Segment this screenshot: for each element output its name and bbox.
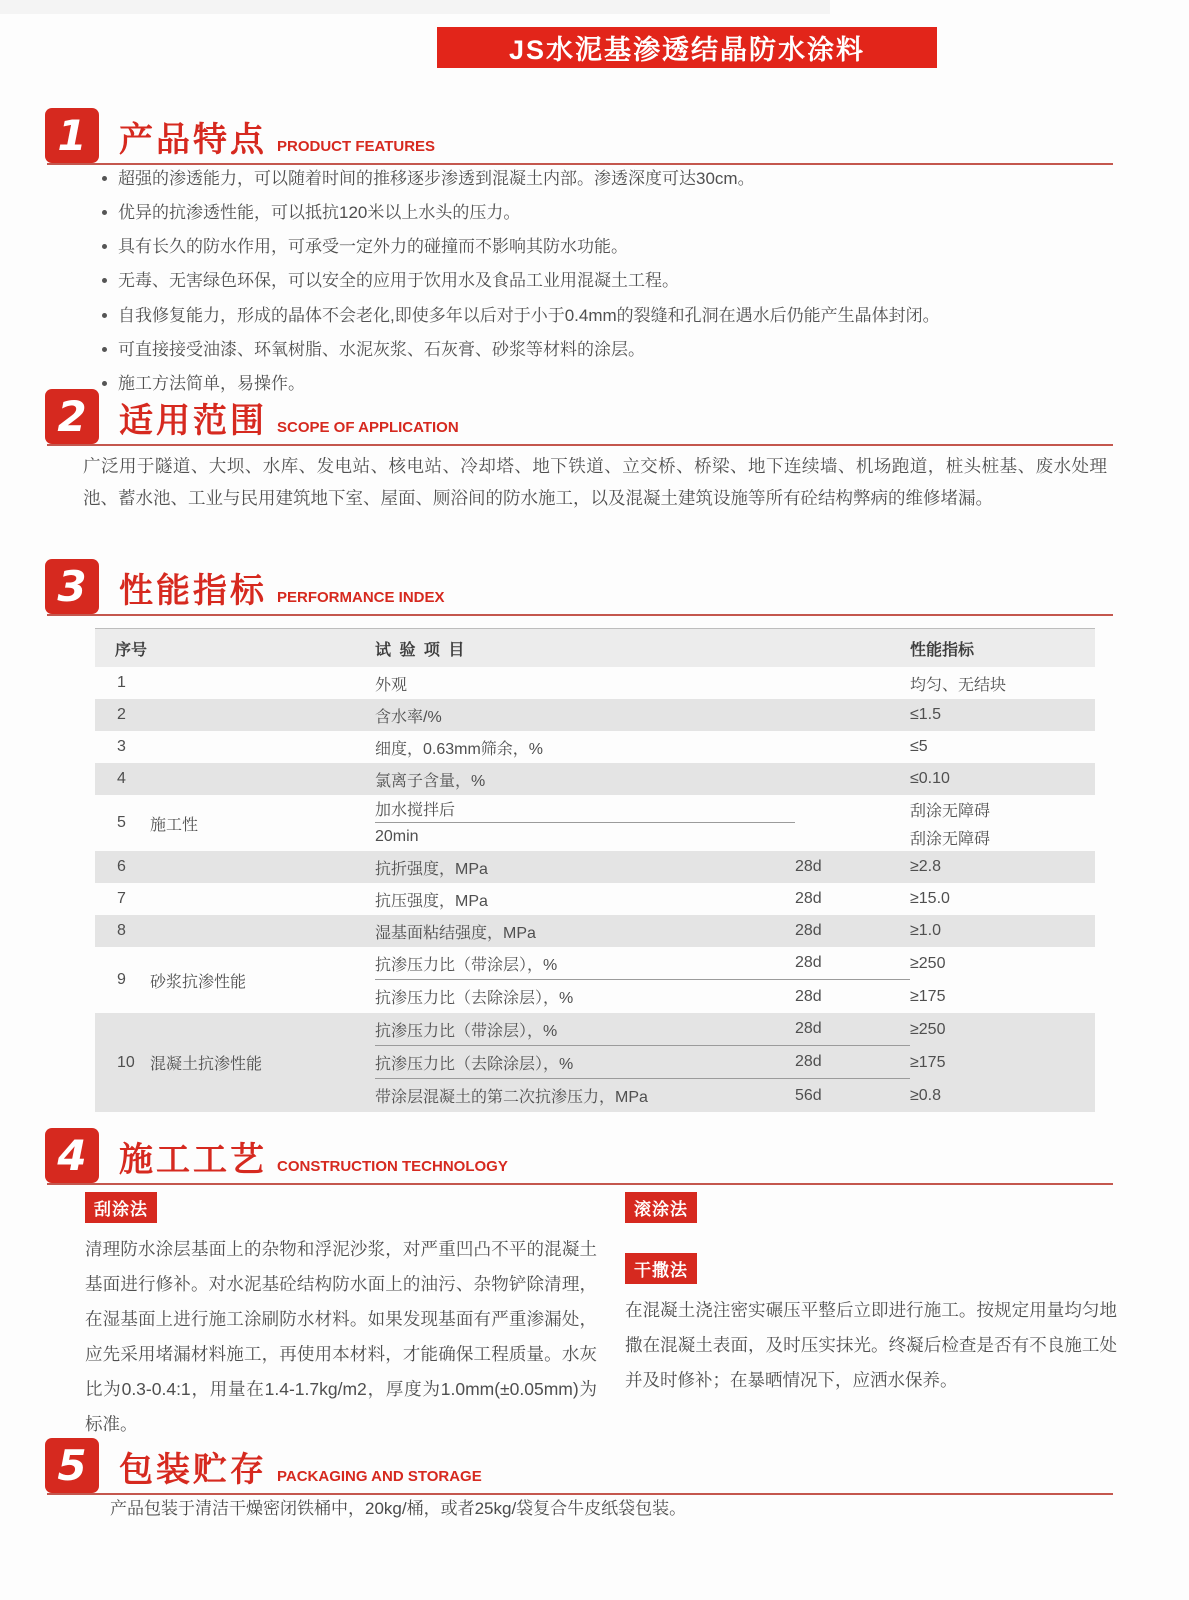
packaging-paragraph: 产品包装于清洁干燥密闭铁桶中，20kg/桶，或者25kg/袋复合牛皮纸袋包装。 <box>110 1499 687 1518</box>
test-age <box>795 667 910 699</box>
column-header-index: 性能指标 <box>910 641 975 659</box>
row-no: 5 <box>117 814 126 831</box>
test-age: 28d <box>795 922 822 939</box>
test-age: 28d <box>795 858 822 875</box>
table-row <box>95 915 1095 947</box>
bullet-dot-icon <box>102 313 107 318</box>
page-title: JS水泥基渗透结晶防水涂料 <box>437 27 937 68</box>
feature-list <box>100 167 1112 406</box>
test-item: 外观 <box>375 676 408 694</box>
table-row <box>95 883 1095 915</box>
row-category <box>150 731 375 763</box>
row-category <box>150 667 375 699</box>
row-no: 8 <box>117 922 126 939</box>
test-value: ≤5 <box>910 738 928 755</box>
test-value: ≥250 <box>910 954 946 972</box>
performance-table <box>95 628 1095 1112</box>
feature-text: 优异的抗渗透性能，可以抵抗120米以上水头的压力。 <box>118 203 521 223</box>
list-item <box>100 269 1112 293</box>
test-value: ≥2.8 <box>910 858 942 875</box>
list-item <box>100 201 1112 225</box>
method-roller-coating <box>625 1192 1117 1223</box>
test-item: 湿基面粘结强度，MPa <box>375 924 536 942</box>
test-value: ≥175 <box>910 987 946 1005</box>
method-badge: 刮涂法 <box>85 1192 157 1223</box>
list-item <box>100 304 1112 328</box>
method-badge: 滚涂法 <box>625 1192 697 1223</box>
row-no: 4 <box>117 770 126 787</box>
list-item <box>100 338 1112 362</box>
test-value: ≤1.5 <box>910 706 942 723</box>
test-value: 均匀、无结块 <box>910 676 1007 694</box>
test-item: 含水率/% <box>375 708 442 726</box>
method-body: 在混凝土浇注密实碾压平整后立即进行施工。按规定用量均匀地撒在混凝土表面，及时压实抹光。终凝后检查是否有不良施工处并及时修补；在暴晒情况下，应洒水保养。 <box>625 1300 1117 1390</box>
section-title: 性能指标 <box>119 572 267 610</box>
table-row <box>95 763 1095 795</box>
test-item: 抗渗压力比（带涂层），% <box>375 947 795 980</box>
test-value: ≥0.8 <box>910 1086 942 1104</box>
row-no: 2 <box>117 706 126 723</box>
section-subtitle: PACKAGING AND STORAGE <box>277 1468 482 1485</box>
test-item: 20min <box>375 828 419 845</box>
test-item: 抗渗压力比（带涂层），% <box>375 1013 795 1046</box>
row-category <box>150 763 375 795</box>
section-number: 2 <box>45 389 99 444</box>
section-number: 5 <box>45 1438 99 1493</box>
feature-text: 可直接接受油漆、环氧树脂、水泥灰浆、石灰膏、砂浆等材料的涂层。 <box>118 339 645 359</box>
test-item: 抗渗压力比（去除涂层），% <box>375 990 574 1007</box>
test-age <box>795 795 910 823</box>
section-number: 4 <box>45 1128 99 1183</box>
section-header-performance <box>45 559 1113 616</box>
bullet-dot-icon <box>102 278 107 283</box>
section-underline <box>47 614 1113 616</box>
table-row <box>95 699 1095 731</box>
column-header-item: 试 验 项 目 <box>375 641 467 659</box>
row-no: 1 <box>117 674 126 691</box>
row-category: 混凝土抗渗性能 <box>150 1056 263 1073</box>
bullet-dot-icon <box>102 347 107 352</box>
section-header-construction <box>45 1128 1113 1185</box>
method-scrape-coating <box>85 1192 597 1442</box>
test-item: 细度，0.63mm筛余，% <box>375 740 544 758</box>
test-age: 28d <box>795 1046 910 1079</box>
section-title: 包装贮存 <box>119 1451 267 1489</box>
row-no: 3 <box>117 738 126 755</box>
row-category: 砂浆抗渗性能 <box>150 973 247 991</box>
bullet-dot-icon <box>102 381 107 386</box>
table-header-row <box>95 628 1095 667</box>
row-category <box>150 883 375 915</box>
row-no: 10 <box>117 1053 135 1071</box>
test-item: 加水搅拌后 <box>375 795 795 823</box>
list-item <box>100 235 1112 259</box>
test-value: 刮涂无障碍 <box>910 802 991 820</box>
section-title: 产品特点 <box>119 121 267 159</box>
test-age <box>795 731 910 763</box>
method-badge: 干撒法 <box>625 1253 697 1284</box>
test-age <box>795 823 910 851</box>
section-subtitle: PRODUCT FEATURES <box>277 138 436 155</box>
section-underline <box>47 444 1113 446</box>
row-category <box>150 851 375 883</box>
row-category <box>150 915 375 947</box>
method-dry-sprinkle <box>625 1253 1117 1398</box>
table-row <box>95 795 1095 851</box>
test-item: 抗折强度，MPa <box>375 860 488 878</box>
feature-text: 施工方法简单，易操作。 <box>118 373 305 393</box>
test-value: ≥250 <box>910 1020 946 1038</box>
section-subtitle: PERFORMANCE INDEX <box>277 589 445 606</box>
row-category <box>150 699 375 731</box>
test-item: 带涂层混凝土的第二次抗渗压力，MPa <box>375 1089 648 1106</box>
table-row <box>95 667 1095 699</box>
row-no: 7 <box>117 890 126 907</box>
table-row <box>95 1013 1095 1112</box>
test-value: ≥15.0 <box>910 890 950 907</box>
section-number: 1 <box>45 108 99 163</box>
section-title: 施工工艺 <box>119 1141 267 1179</box>
section-header-packaging <box>45 1438 1113 1495</box>
test-age <box>795 763 910 795</box>
test-item: 抗渗压力比（去除涂层），% <box>375 1046 795 1079</box>
section-header-scope <box>45 389 1113 446</box>
test-item: 氯离子含量，% <box>375 772 486 790</box>
feature-text: 具有长久的防水作用，可承受一定外力的碰撞而不影响其防水功能。 <box>118 237 628 257</box>
scope-paragraph: 广泛用于隧道、大坝、水库、发电站、核电站、冷却塔、地下铁道、立交桥、桥梁、地下连续墙、机场跑道，桩头桩基、废水处理池、蓄水池、工业与民用建筑地下室、屋面、厕浴间的防水施工，以及混凝土建筑设施等所有砼结构弊病的维修堵漏。 <box>83 456 1107 508</box>
test-age: 28d <box>795 947 910 980</box>
section-subtitle: SCOPE OF APPLICATION <box>277 419 459 436</box>
page-top-strip <box>0 0 830 14</box>
list-item <box>100 167 1112 191</box>
table-row <box>95 851 1095 883</box>
test-item: 抗压强度，MPa <box>375 892 488 910</box>
section-header-features <box>45 108 1113 165</box>
section-underline <box>47 163 1113 165</box>
test-age: 28d <box>795 987 822 1005</box>
table-row <box>95 947 1095 1013</box>
section-underline <box>47 1183 1113 1185</box>
feature-text: 无毒、无害绿色环保，可以安全的应用于饮用水及食品工业用混凝土工程。 <box>118 271 679 291</box>
test-age: 28d <box>795 890 822 907</box>
section-number: 3 <box>45 559 99 614</box>
method-column-right <box>625 1192 1117 1398</box>
section-subtitle: CONSTRUCTION TECHNOLOGY <box>277 1158 508 1175</box>
test-age: 28d <box>795 1013 910 1046</box>
test-value: ≤0.10 <box>910 770 950 787</box>
section-title: 适用范围 <box>119 402 267 440</box>
feature-text: 自我修复能力，形成的晶体不会老化,即使多年以后对于小于0.4mm的裂缝和孔洞在遇水后仍能产生晶体封闭。 <box>118 305 940 325</box>
test-age: 56d <box>795 1086 822 1104</box>
test-age <box>795 699 910 731</box>
column-header-no: 序号 <box>115 641 148 659</box>
bullet-dot-icon <box>102 244 107 249</box>
test-value: ≥1.0 <box>910 922 942 939</box>
test-value: ≥175 <box>910 1053 946 1071</box>
bullet-dot-icon <box>102 176 107 181</box>
test-value: 刮涂无障碍 <box>910 830 991 848</box>
row-no: 9 <box>117 971 126 988</box>
row-category: 施工性 <box>150 816 199 834</box>
table-row <box>95 731 1095 763</box>
row-no: 6 <box>117 858 126 875</box>
bullet-dot-icon <box>102 210 107 215</box>
method-body: 清理防水涂层基面上的杂物和浮泥沙浆，对严重凹凸不平的混凝土基面进行修补。对水泥基砼结构防水面上的油污、杂物铲除清理，在湿基面上进行施工涂刷防水材料。如果发现基面有严重渗漏处，应先采用堵漏材料施工，再使用本材料，才能确保工程质量。水灰比为0.3-0.4:1，用量在1.4-1.7kg/m2，厚度为1.0mm(±0.05mm)为标准。 <box>85 1239 597 1434</box>
feature-text: 超强的渗透能力，可以随着时间的推移逐步渗透到混凝土内部。渗透深度可达30cm。 <box>118 169 755 188</box>
